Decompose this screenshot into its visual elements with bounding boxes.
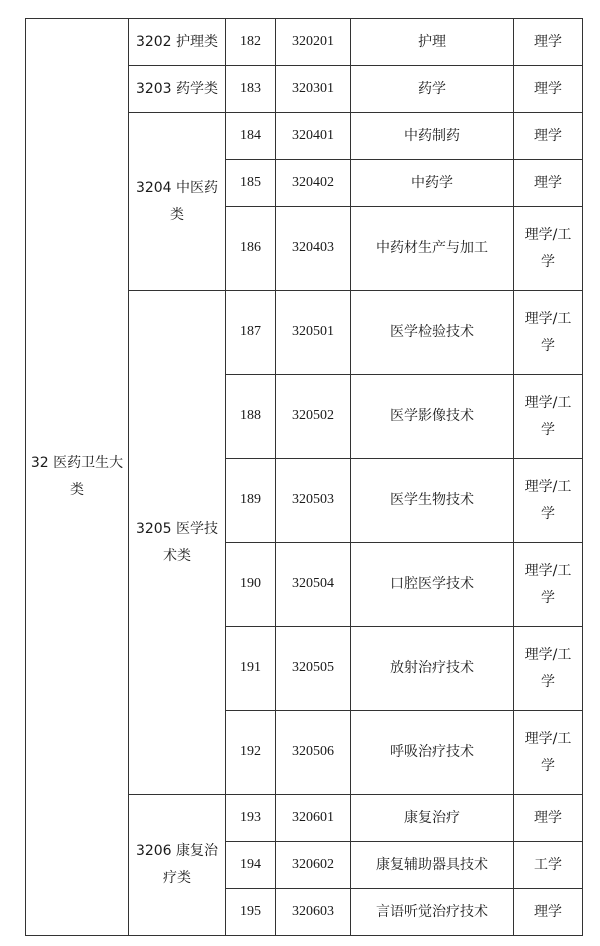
seq-cell: 187	[226, 291, 276, 375]
major-name-cell: 医学影像技术	[351, 375, 514, 459]
seq-cell: 192	[226, 711, 276, 795]
degree-cell: 理学/工学	[514, 711, 583, 795]
code-cell: 320502	[276, 375, 351, 459]
code-cell: 320504	[276, 543, 351, 627]
code-cell: 320506	[276, 711, 351, 795]
code-cell: 320201	[276, 19, 351, 66]
code-cell: 320503	[276, 459, 351, 543]
code-cell: 320501	[276, 291, 351, 375]
seq-cell: 189	[226, 459, 276, 543]
seq-cell: 194	[226, 842, 276, 889]
seq-cell: 184	[226, 113, 276, 160]
major-name-cell: 中药材生产与加工	[351, 207, 514, 291]
code-cell: 320403	[276, 207, 351, 291]
code-cell: 320603	[276, 889, 351, 936]
major-category-cell: 32 医药卫生大类	[26, 19, 129, 936]
code-cell: 320602	[276, 842, 351, 889]
degree-cell: 理学	[514, 66, 583, 113]
degree-cell: 理学/工学	[514, 627, 583, 711]
major-class-cell: 3206 康复治疗类	[129, 795, 226, 936]
code-cell: 320401	[276, 113, 351, 160]
major-name-cell: 康复治疗	[351, 795, 514, 842]
code-cell: 320301	[276, 66, 351, 113]
major-catalog-table	[25, 18, 583, 936]
table-row	[26, 19, 583, 66]
major-name-cell: 医学生物技术	[351, 459, 514, 543]
major-name-cell: 药学	[351, 66, 514, 113]
degree-cell: 工学	[514, 842, 583, 889]
degree-cell: 理学/工学	[514, 459, 583, 543]
major-class-cell: 3203 药学类	[129, 66, 226, 113]
degree-cell: 理学	[514, 113, 583, 160]
degree-cell: 理学	[514, 795, 583, 842]
major-name-cell: 呼吸治疗技术	[351, 711, 514, 795]
code-cell: 320601	[276, 795, 351, 842]
major-name-cell: 医学检验技术	[351, 291, 514, 375]
major-name-cell: 护理	[351, 19, 514, 66]
seq-cell: 195	[226, 889, 276, 936]
degree-cell: 理学	[514, 19, 583, 66]
degree-cell: 理学/工学	[514, 207, 583, 291]
major-class-cell: 3205 医学技术类	[129, 291, 226, 795]
seq-cell: 183	[226, 66, 276, 113]
seq-cell: 191	[226, 627, 276, 711]
major-class-cell: 3204 中医药类	[129, 113, 226, 291]
seq-cell: 188	[226, 375, 276, 459]
degree-cell: 理学	[514, 889, 583, 936]
seq-cell: 185	[226, 160, 276, 207]
major-name-cell: 言语听觉治疗技术	[351, 889, 514, 936]
seq-cell: 190	[226, 543, 276, 627]
seq-cell: 193	[226, 795, 276, 842]
seq-cell: 186	[226, 207, 276, 291]
major-name-cell: 中药学	[351, 160, 514, 207]
major-name-cell: 中药制药	[351, 113, 514, 160]
degree-cell: 理学/工学	[514, 375, 583, 459]
code-cell: 320402	[276, 160, 351, 207]
degree-cell: 理学/工学	[514, 291, 583, 375]
code-cell: 320505	[276, 627, 351, 711]
degree-cell: 理学	[514, 160, 583, 207]
major-name-cell: 放射治疗技术	[351, 627, 514, 711]
degree-cell: 理学/工学	[514, 543, 583, 627]
major-name-cell: 康复辅助器具技术	[351, 842, 514, 889]
major-name-cell: 口腔医学技术	[351, 543, 514, 627]
major-class-cell: 3202 护理类	[129, 19, 226, 66]
seq-cell: 182	[226, 19, 276, 66]
